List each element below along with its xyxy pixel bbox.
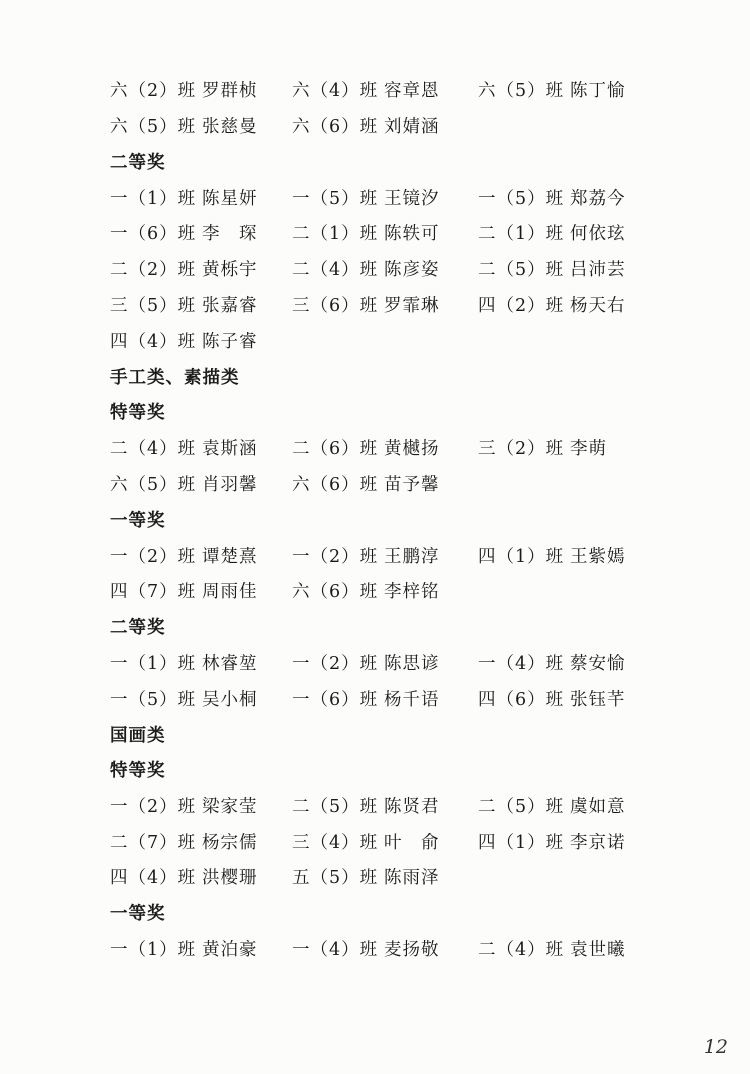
student-name: 蔡安愉 xyxy=(570,654,626,674)
class-label: 二（7）班 xyxy=(110,833,197,853)
award-entry xyxy=(478,288,626,324)
class-label: 一（6）班 xyxy=(292,690,379,710)
section-heading: 手工类、素描类 xyxy=(110,368,240,388)
class-label: 四（2）班 xyxy=(478,296,565,316)
award-entry xyxy=(110,574,258,610)
class-label: 六（6）班 xyxy=(292,117,379,137)
award-entry xyxy=(110,682,258,718)
student-name: 黄栎宇 xyxy=(202,260,258,280)
student-name: 陈雨泽 xyxy=(384,868,440,888)
student-name: 刘婧涵 xyxy=(384,117,440,137)
student-name: 王镜汐 xyxy=(384,189,440,209)
class-label: 六（5）班 xyxy=(478,81,565,101)
class-label: 二（4）班 xyxy=(478,940,565,960)
award-row xyxy=(110,288,730,324)
award-entry xyxy=(110,109,258,145)
class-label: 二（2）班 xyxy=(110,260,197,280)
class-label: 四（6）班 xyxy=(478,690,565,710)
student-name: 张嘉睿 xyxy=(202,296,258,316)
award-entry xyxy=(110,467,258,503)
student-name: 谭楚熹 xyxy=(202,547,258,567)
class-label: 一（2）班 xyxy=(292,654,379,674)
class-label: 六（2）班 xyxy=(110,81,197,101)
class-label: 三（4）班 xyxy=(292,833,379,853)
award-row xyxy=(110,539,730,575)
class-label: 六（6）班 xyxy=(292,582,379,602)
student-name: 李 琛 xyxy=(202,224,258,244)
class-label: 一（5）班 xyxy=(110,690,197,710)
award-row xyxy=(110,216,730,252)
student-name: 杨天右 xyxy=(570,296,626,316)
award-row xyxy=(110,467,730,503)
award-row xyxy=(110,574,730,610)
section-heading: 特等奖 xyxy=(110,403,166,423)
award-entry xyxy=(292,252,440,288)
page-number: 12 xyxy=(703,1036,728,1058)
class-label: 一（1）班 xyxy=(110,189,197,209)
class-label: 三（5）班 xyxy=(110,296,197,316)
award-entry xyxy=(292,860,440,896)
award-entry xyxy=(110,932,258,968)
student-name: 郑荔今 xyxy=(570,189,626,209)
section-heading: 国画类 xyxy=(110,726,166,746)
student-name: 李京诺 xyxy=(570,833,626,853)
award-entry xyxy=(292,574,440,610)
student-name: 苗予馨 xyxy=(384,475,440,495)
class-label: 六（5）班 xyxy=(110,117,197,137)
student-name: 吕沛芸 xyxy=(570,260,626,280)
student-name: 陈丁愉 xyxy=(570,81,626,101)
student-name: 王紫嫣 xyxy=(570,547,626,567)
class-label: 二（5）班 xyxy=(292,797,379,817)
student-name: 麦扬敬 xyxy=(384,940,440,960)
class-label: 三（2）班 xyxy=(478,439,565,459)
class-label: 一（5）班 xyxy=(478,189,565,209)
award-entry xyxy=(292,288,440,324)
award-entry xyxy=(110,431,258,467)
award-row xyxy=(110,646,730,682)
student-name: 袁斯涵 xyxy=(202,439,258,459)
student-name: 张慈曼 xyxy=(202,117,258,137)
award-entry xyxy=(478,682,626,718)
section-heading: 二等奖 xyxy=(110,153,166,173)
section-heading: 二等奖 xyxy=(110,618,166,638)
student-name: 容章恩 xyxy=(384,81,440,101)
class-label: 六（5）班 xyxy=(110,475,197,495)
class-label: 一（2）班 xyxy=(110,547,197,567)
class-label: 四（4）班 xyxy=(110,332,197,352)
section-heading: 一等奖 xyxy=(110,904,166,924)
award-entry xyxy=(292,73,440,109)
class-label: 二（4）班 xyxy=(110,439,197,459)
award-row xyxy=(110,860,730,896)
student-name: 张钰芊 xyxy=(570,690,626,710)
award-entry xyxy=(110,324,258,360)
award-entry xyxy=(110,252,258,288)
class-label: 二（5）班 xyxy=(478,260,565,280)
award-entry xyxy=(292,181,440,217)
student-name: 陈思谚 xyxy=(384,654,440,674)
award-entry xyxy=(292,646,440,682)
award-entry xyxy=(110,825,258,861)
award-row xyxy=(110,682,730,718)
class-label: 六（4）班 xyxy=(292,81,379,101)
student-name: 袁世曦 xyxy=(570,940,626,960)
student-name: 吴小桐 xyxy=(202,690,258,710)
award-entry xyxy=(110,860,258,896)
student-name: 洪樱珊 xyxy=(202,868,258,888)
award-entry xyxy=(292,216,440,252)
award-entry xyxy=(478,73,626,109)
award-row xyxy=(110,324,730,360)
section-heading: 特等奖 xyxy=(110,761,166,781)
student-name: 陈星妍 xyxy=(202,189,258,209)
award-entry xyxy=(110,288,258,324)
class-label: 二（6）班 xyxy=(292,439,379,459)
class-label: 四（7）班 xyxy=(110,582,197,602)
student-name: 李梓铭 xyxy=(384,582,440,602)
student-name: 罗群桢 xyxy=(202,81,258,101)
award-entry xyxy=(110,73,258,109)
class-label: 一（2）班 xyxy=(292,547,379,567)
class-label: 一（1）班 xyxy=(110,940,197,960)
award-entry xyxy=(292,109,440,145)
class-label: 一（4）班 xyxy=(478,654,565,674)
award-entry xyxy=(110,539,258,575)
class-label: 二（1）班 xyxy=(478,224,565,244)
award-entry xyxy=(110,216,258,252)
award-entry xyxy=(478,539,626,575)
award-row xyxy=(110,932,730,968)
class-label: 三（6）班 xyxy=(292,296,379,316)
award-entry xyxy=(478,252,626,288)
award-row xyxy=(110,109,730,145)
award-entry xyxy=(292,431,440,467)
class-label: 一（6）班 xyxy=(110,224,197,244)
award-entry xyxy=(478,181,626,217)
student-name: 林睿堃 xyxy=(202,654,258,674)
award-row xyxy=(110,252,730,288)
award-entry xyxy=(292,539,440,575)
class-label: 四（1）班 xyxy=(478,547,565,567)
award-entry xyxy=(478,932,626,968)
class-label: 二（1）班 xyxy=(292,224,379,244)
class-label: 一（4）班 xyxy=(292,940,379,960)
section-heading: 一等奖 xyxy=(110,511,166,531)
student-name: 陈彦姿 xyxy=(384,260,440,280)
award-row xyxy=(110,181,730,217)
award-entry xyxy=(478,789,626,825)
student-name: 王鹏淳 xyxy=(384,547,440,567)
student-name: 罗霏琳 xyxy=(384,296,440,316)
student-name: 李萌 xyxy=(570,439,607,459)
student-name: 肖羽馨 xyxy=(202,475,258,495)
award-row xyxy=(110,73,730,109)
award-entry xyxy=(292,682,440,718)
student-name: 黄泊豪 xyxy=(202,940,258,960)
class-label: 一（2）班 xyxy=(110,797,197,817)
class-label: 六（6）班 xyxy=(292,475,379,495)
student-name: 杨宗儒 xyxy=(202,833,258,853)
award-row xyxy=(110,825,730,861)
award-entry xyxy=(478,431,607,467)
award-entry xyxy=(110,646,258,682)
student-name: 周雨佳 xyxy=(202,582,258,602)
award-row xyxy=(110,431,730,467)
award-entry xyxy=(110,789,258,825)
award-entry xyxy=(478,646,626,682)
class-label: 五（5）班 xyxy=(292,868,379,888)
student-name: 杨千语 xyxy=(384,690,440,710)
class-label: 一（1）班 xyxy=(110,654,197,674)
class-label: 四（4）班 xyxy=(110,868,197,888)
student-name: 黄樾扬 xyxy=(384,439,440,459)
award-entry xyxy=(292,467,440,503)
student-name: 陈贤君 xyxy=(384,797,440,817)
class-label: 二（5）班 xyxy=(478,797,565,817)
award-entry xyxy=(292,825,440,861)
student-name: 虞如意 xyxy=(570,797,626,817)
class-label: 二（4）班 xyxy=(292,260,379,280)
student-name: 陈子睿 xyxy=(202,332,258,352)
award-entry xyxy=(478,825,626,861)
award-entry xyxy=(110,181,258,217)
class-label: 四（1）班 xyxy=(478,833,565,853)
award-entry xyxy=(292,789,440,825)
award-entry xyxy=(478,216,626,252)
student-name: 陈轶可 xyxy=(384,224,440,244)
award-row xyxy=(110,789,730,825)
class-label: 一（5）班 xyxy=(292,189,379,209)
student-name: 何依玹 xyxy=(570,224,626,244)
award-entry xyxy=(292,932,440,968)
student-name: 叶 俞 xyxy=(384,833,440,853)
student-name: 梁家莹 xyxy=(202,797,258,817)
